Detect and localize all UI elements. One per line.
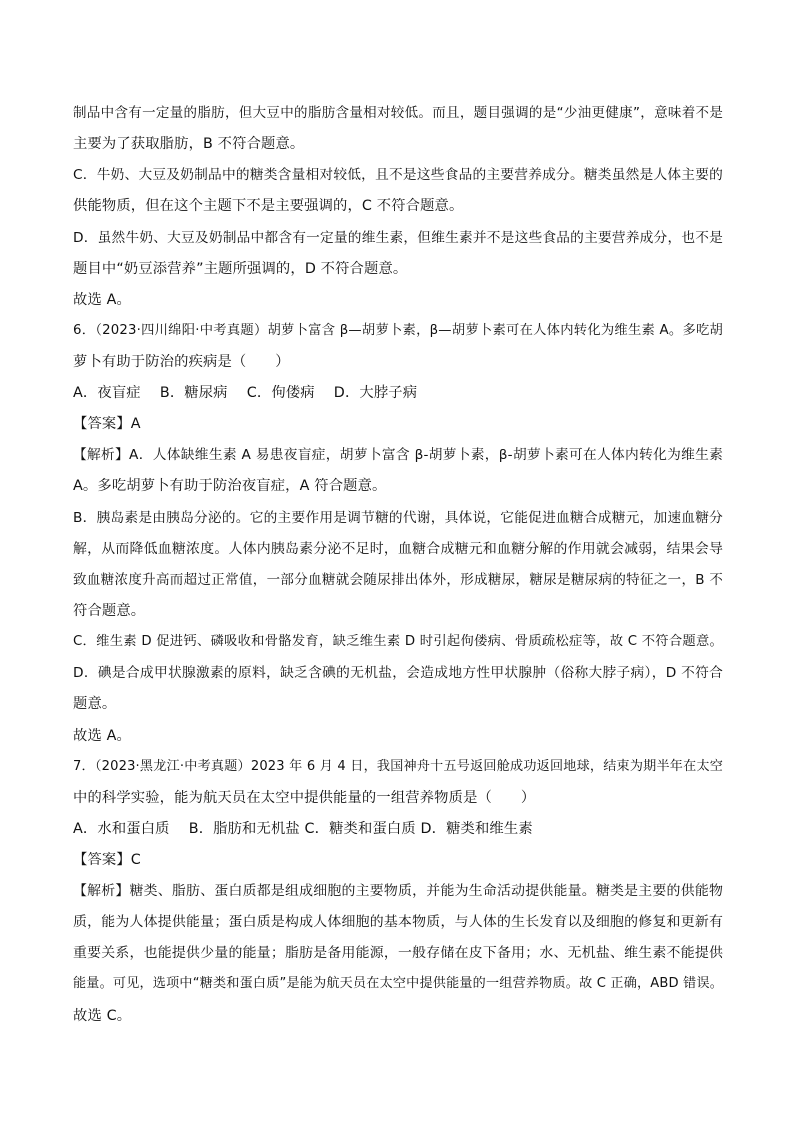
analysis-text: 符合题意。 xyxy=(73,603,146,619)
answer-label: 【答案】A xyxy=(73,416,141,432)
text-line: 故选 A。 xyxy=(73,292,131,308)
analysis-text: 致血糖浓度升高而超过正常值，一部分血糖就会随尿排出体外，形成糖尿，糖尿是糖尿病的特征之一，B 不 xyxy=(73,572,723,588)
question-7-stem: 7．（2023·黑龙江·中考真题）2023 年 6 月 4 日，我国神舟十五号返回舱成功返回地球，结束为期半年在太空 xyxy=(73,759,723,774)
question-6-stem: 萝卜有助于防治的疾病是（ ） xyxy=(73,354,290,370)
question-6-stem: 6．（2023·四川绵阳·中考真题）胡萝卜富含 β—胡萝卜素，β—胡萝卜素可在人体内转化为维生素 A。多吃胡 xyxy=(73,323,723,338)
answer-label: 【答案】C xyxy=(73,852,141,868)
analysis-text: 故选 A。 xyxy=(73,728,131,744)
text-line: 供能物质，但在这个主题下不是主要强调的，C 不符合题意。 xyxy=(73,198,464,214)
analysis-text: 能量。可见，选项中“糖类和蛋白质”是能为航天员在太空中提供能量的一组营养物质。故 C 正确，ABD 错误。 xyxy=(73,976,723,991)
analysis-text: A。多吃胡萝卜有助于防治夜盲症，A 符合题意。 xyxy=(73,478,387,494)
text-line: 制品中含有一定量的脂肪，但大豆中的脂肪含量相对较低。而且，题目强调的是“少油更健康”，意味着不是 xyxy=(73,105,723,121)
text-line: D．虽然牛奶、大豆及奶制品中都含有一定量的维生素，但维生素并不是这些食品的主要营养成分，也不是 xyxy=(73,230,723,246)
analysis-text: 质，能为人体提供能量；蛋白质是构成人体细胞的基本物质，与人体的生长发育以及细胞的修复和更新有 xyxy=(73,914,723,930)
analysis-text: 重要关系，也能提供少量的能量；脂肪是备用能源，一般存储在皮下备用；水、无机盐、维生素不能提供 xyxy=(73,945,723,961)
question-7-stem: 中的科学实验，能为航天员在太空中提供能量的一组营养物质是（ ） xyxy=(73,790,536,806)
text-line: 主要为了获取脂肪，B 不符合题意。 xyxy=(73,136,305,152)
analysis-text: C．维生素 D 促进钙、磷吸收和骨骼发育，缺乏维生素 D 时引起佝偻病、骨质疏松症等，故 C 不符合题意。 xyxy=(73,634,723,649)
analysis-text: 故选 C。 xyxy=(73,1008,132,1024)
analysis-text: 【解析】A．人体缺维生素 A 易患夜盲症，胡萝卜富含 β-胡萝卜素，β-胡萝卜素可在人体内转化为维生素 xyxy=(73,447,723,463)
analysis-text: 解，从而降低血糖浓度。人体内胰岛素分泌不足时，血糖合成糖元和血糖分解的作用就会减弱，结果会导 xyxy=(73,541,723,557)
analysis-text: B．胰岛素是由胰岛分泌的。它的主要作用是调节糖的代谢，具体说，它能促进血糖合成糖元，加速血糖分 xyxy=(73,510,723,526)
question-7-options: A．水和蛋白质 B．脂肪和无机盐 C．糖类和蛋白质 D．糖类和维生素 xyxy=(73,821,533,837)
question-6-options: A．夜盲症 B．糖尿病 C．佝偻病 D．大脖子病 xyxy=(73,385,418,401)
text-line: C．牛奶、大豆及奶制品中的糖类含量相对较低，且不是这些食品的主要营养成分。糖类虽然是人体主要的 xyxy=(73,167,723,183)
text-line: 题目中“奶豆添营养”主题所强调的，D 不符合题意。 xyxy=(73,261,408,277)
analysis-text: D．碘是合成甲状腺激素的原料，缺乏含碘的无机盐，会造成地方性甲状腺肿（俗称大脖子病），D 不符合 xyxy=(73,665,723,681)
analysis-text: 【解析】糖类、脂肪、蛋白质都是组成细胞的主要物质，并能为生命活动提供能量。糖类是主要的供能物 xyxy=(73,883,723,899)
analysis-text: 题意。 xyxy=(73,696,117,712)
